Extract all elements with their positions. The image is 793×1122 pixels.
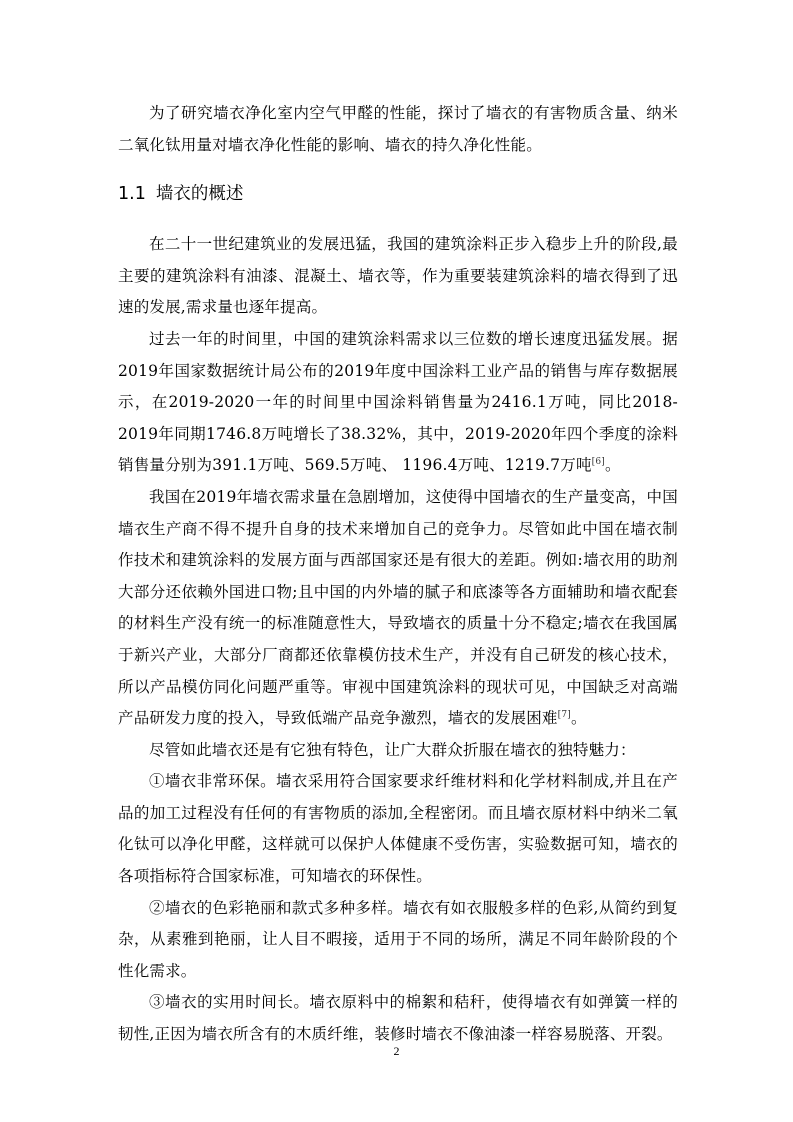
paragraph-industry-text: 我国在2019年墙衣需求量在急剧增加，这使得中国墙衣的生产量变高，中国墙衣生产商不得不提升自身的技术来增加自己的竞争力。尽管如此中国在墙衣制作技术和建筑涂料的发展方面与西部国家还是有很大的差距。例如:墙衣用的助剂大部分还依赖外国进口物;且中国的内外墙的腻子和底漆等各方面辅助和墙衣配套的材料生产没有统一的标准随意性大，导致墙衣的质量十分不稳定;墙衣在我国属于新兴产业，大部分厂商都还依靠模仿技术生产，并没有自己研发的核心技术，所以产品模仿同化问题严重等。审视中国建筑涂料的现状可见，中国缺乏对高端产品研发力度的投入，导致低端产品竞争激烈，墙衣的发展困难 (118, 487, 678, 728)
citation-6: [6] (591, 457, 606, 468)
list-item-colors: ②墙衣的色彩艳丽和款式多种多样。墙衣有如衣服般多样的色彩,从简约到复杂，从素雅到艳丽，让人目不暇接，适用于不同的场所，满足不同年龄阶段的个性化需求。 (118, 898, 678, 980)
citation-7: [7] (557, 709, 571, 720)
paragraph-development: 在二十一世纪建筑业的发展迅猛，我国的建筑涂料正步入稳步上升的阶段,最主要的建筑涂料有油漆、混凝土、墙衣等，作为重要装建筑涂料的墙衣得到了迅速的发展,需求量也逐年提高。 (118, 235, 678, 317)
page-number: 2 (393, 1044, 400, 1058)
page-body (118, 98, 678, 1051)
section-heading (118, 179, 678, 209)
paragraph-sales-end: 。 (605, 456, 621, 475)
list-item-environmental: ①墙衣非常环保。墙衣采用符合国家要求纤维材料和化学材料制成,并且在产品的加工过程没有任何的有害物质的添加,全程密闭。而且墙衣原材料中纳米二氧化钛可以净化甲醛，这样就可以保护人体健康不受伤害，实验数据可知，墙衣的各项指标符合国家标准，可知墙衣的环保性。 (118, 772, 678, 886)
section-title: 墙衣的概述 (155, 184, 244, 205)
section-number: 1.1 (118, 184, 146, 205)
list-item-durability: ③墙衣的实用时间长。墙衣原料中的棉絮和秸秆，使得墙衣有如弹簧一样的韧性,正因为墙衣所含有的木质纤维，装修时墙衣不像油漆一样容易脱落、开裂。 (118, 993, 678, 1044)
paragraph-features-intro: 尽管如此墙衣还是有它独有特色，让广大群众折服在墙衣的独特魅力： (149, 740, 636, 759)
paragraph-industry-end: 。 (570, 709, 587, 728)
intro-paragraph: 为了研究墙衣净化室内空气甲醛的性能，探讨了墙衣的有害物质含量、纳米二氧化钛用量对墙衣净化性能的影响、墙衣的持久净化性能。 (118, 104, 678, 154)
paragraph-industry-gap (118, 482, 678, 735)
paragraph-sales-data (118, 324, 678, 482)
paragraph-sales-text: 过去一年的时间里，中国的建筑涂料需求以三位数的增长速度迅猛发展。据2019年国家数据统计局公布的2019年度中国涂料工业产品的销售与库存数据展示，在2019-2020一年的时间里中国涂料销售量为2416.1万吨，同比2018-2019年同期1746.8万吨增长了38.32%，其中，2019-2020年四个季度的涂料销售量分别为391.1万吨、569.5万吨、 1196.4万吨、1219.7万吨 (118, 329, 678, 475)
